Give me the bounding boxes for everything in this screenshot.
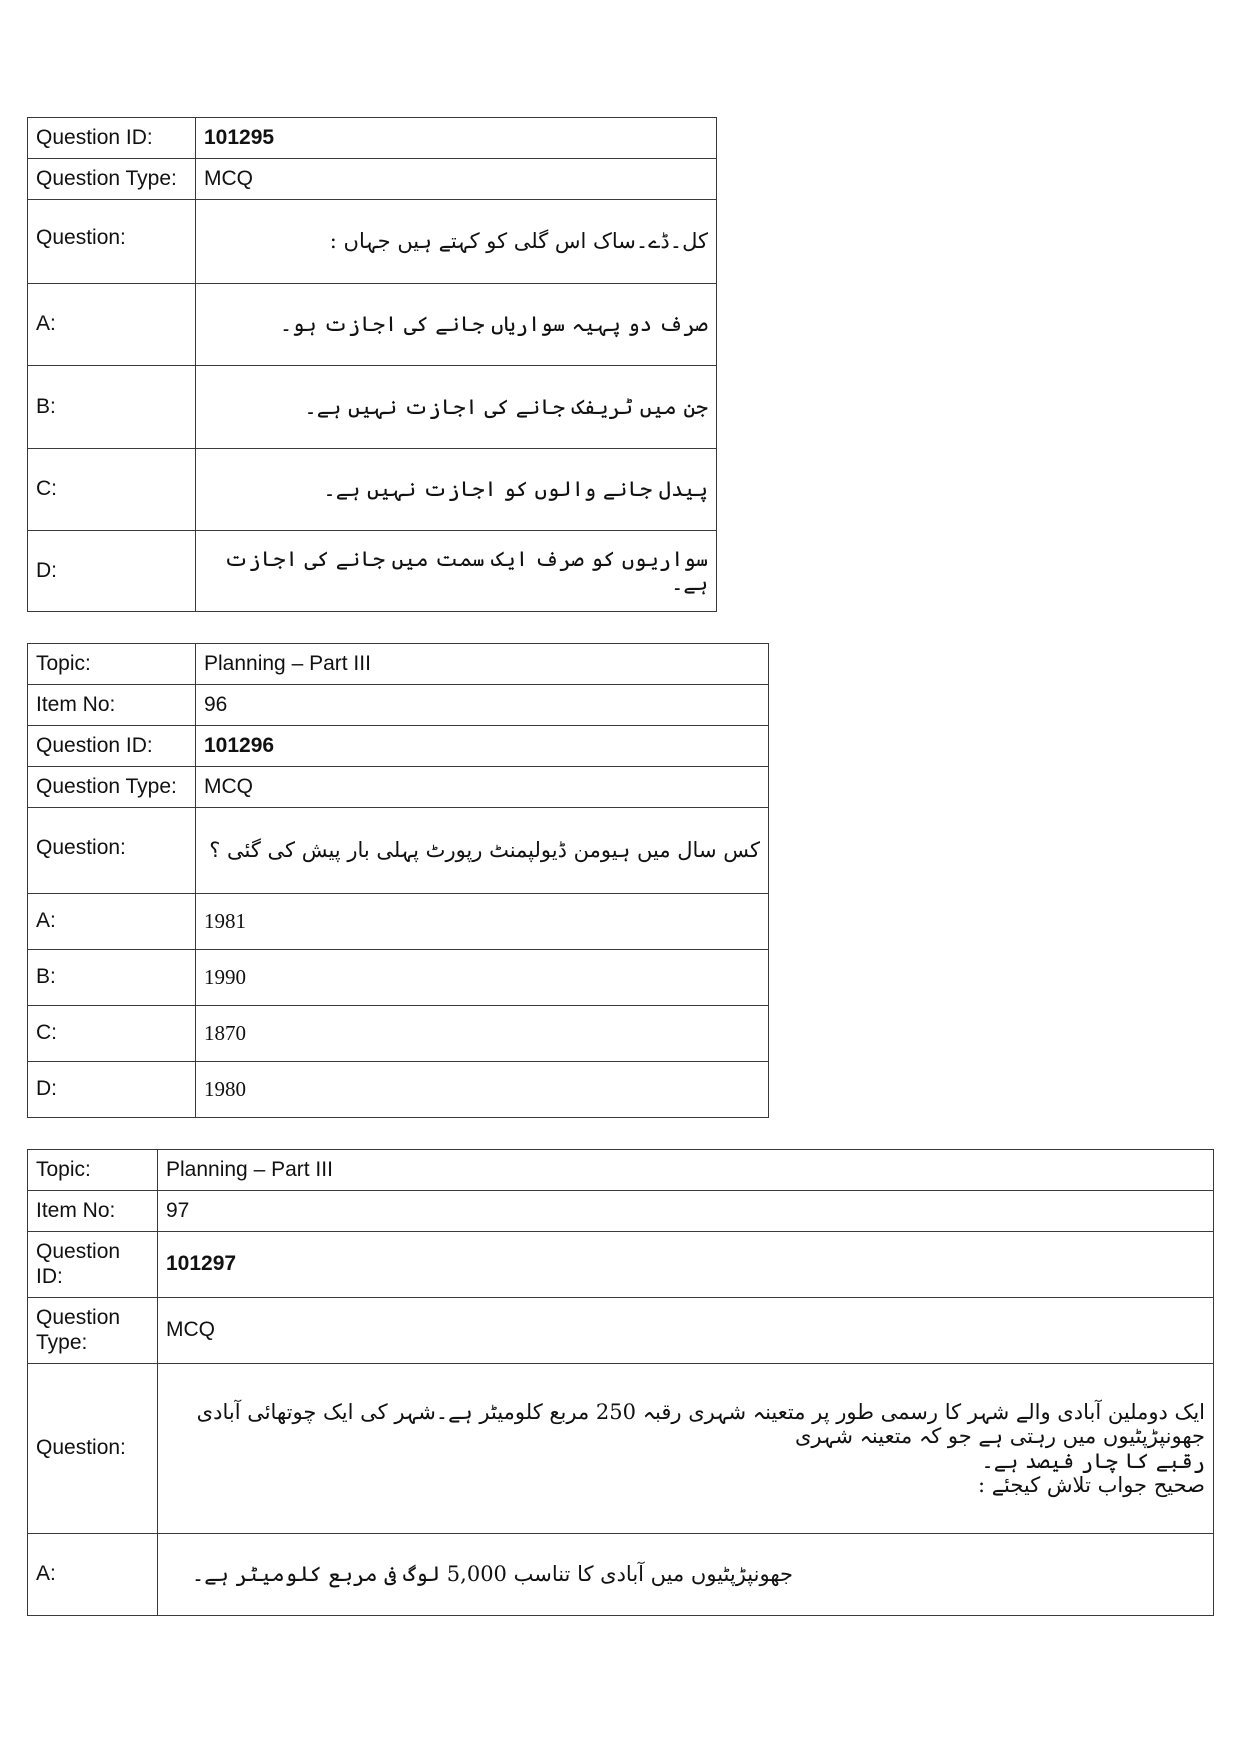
question-label: Question: [28, 1364, 158, 1534]
row-item-no [28, 685, 769, 726]
item-no-value: 96 [196, 685, 769, 726]
row-option-c [28, 1006, 769, 1062]
row-topic [28, 1150, 1214, 1191]
option-a-label: A: [28, 894, 196, 950]
row-topic [28, 644, 769, 685]
question-label: Question: [28, 200, 196, 284]
option-a-text: 1981 [196, 894, 769, 950]
topic-value: Planning – Part III [196, 644, 769, 685]
item-no-label: Item No: [28, 685, 196, 726]
row-question [28, 200, 717, 284]
item-no-label: Item No: [28, 1191, 158, 1232]
question-line-1: ایک دوملین آبادی والے شہر کا رسمی طور پر متعینہ شہری رقبہ 250 مربع کلومیٹر ہے۔شہر کی ایک چوتھائی آبادی جھونپڑپٹیوں میں رہتی ہے جو کہ متعینہ شہری [196, 1400, 1205, 1449]
question-table-101296 [27, 643, 769, 1118]
question-type-label: Question Type: [28, 1298, 158, 1364]
option-a-text: صرف دو پہیہ سواریاں جانے کی اجازت ہو۔ [196, 284, 717, 366]
question-table-101297 [27, 1149, 1214, 1616]
option-c-label: C: [28, 1006, 196, 1062]
question-type-value: MCQ [158, 1298, 1214, 1364]
option-a-label: A: [28, 1534, 158, 1616]
option-d-label: D: [28, 1062, 196, 1118]
row-item-no [28, 1191, 1214, 1232]
row-option-a [28, 284, 717, 366]
option-c-label: C: [28, 449, 196, 531]
option-d-text: 1980 [196, 1062, 769, 1118]
option-c-text: 1870 [196, 1006, 769, 1062]
topic-value: Planning – Part III [158, 1150, 1214, 1191]
question-text: کل۔ڈے۔ساک اس گلی کو کہتے ہیں جہاں : [196, 200, 717, 284]
question-table-101295 [27, 117, 717, 612]
option-d-label: D: [28, 531, 196, 612]
row-option-a [28, 1534, 1214, 1616]
question-type-value: MCQ [196, 159, 717, 200]
option-c-text: پیدل جانے والوں کو اجازت نہیں ہے۔ [196, 449, 717, 531]
question-id-value: 101295 [196, 118, 717, 159]
option-a-label: A: [28, 284, 196, 366]
question-id-value: 101297 [158, 1232, 1214, 1298]
item-no-value: 97 [158, 1191, 1214, 1232]
question-id-label: Question ID: [28, 118, 196, 159]
option-d-text: سواریوں کو صرف ایک سمت میں جانے کی اجازت ہے۔ [196, 531, 717, 612]
row-question-type [28, 767, 769, 808]
question-id-label: Question ID: [28, 1232, 158, 1298]
question-label: Question: [28, 808, 196, 894]
topic-label: Topic: [28, 644, 196, 685]
option-a-text: جھونپڑپٹیوں میں آبادی کا تناسب 5,000 لوگ فی مربع کلومیٹر ہے۔ [158, 1534, 1214, 1616]
question-type-label: Question Type: [28, 767, 196, 808]
option-b-text: 1990 [196, 950, 769, 1006]
row-question-id [28, 1232, 1214, 1298]
row-option-c [28, 449, 717, 531]
row-question [28, 1364, 1214, 1534]
option-b-label: B: [28, 950, 196, 1006]
row-option-d [28, 531, 717, 612]
option-b-label: B: [28, 366, 196, 449]
row-option-a [28, 894, 769, 950]
question-type-label: Question Type: [28, 159, 196, 200]
row-option-b [28, 366, 717, 449]
row-option-b [28, 950, 769, 1006]
row-question-type [28, 159, 717, 200]
question-id-value: 101296 [196, 726, 769, 767]
row-question-type [28, 1298, 1214, 1364]
question-line-2: رقبے کا چار فیصد ہے۔ [981, 1448, 1205, 1473]
row-question-id [28, 726, 769, 767]
question-text: کس سال میں ہیومن ڈیولپمنٹ رپورٹ پہلی بار پیش کی گئی ؟ [196, 808, 769, 894]
option-b-text: جن میں ٹریفک جانے کی اجازت نہیں ہے۔ [196, 366, 717, 449]
topic-label: Topic: [28, 1150, 158, 1191]
row-question-id [28, 118, 717, 159]
question-id-label: Question ID: [28, 726, 196, 767]
question-line-3: صحیح جواب تلاش کیجئے : [977, 1472, 1205, 1497]
question-type-value: MCQ [196, 767, 769, 808]
row-option-d [28, 1062, 769, 1118]
question-text [158, 1364, 1214, 1534]
row-question [28, 808, 769, 894]
